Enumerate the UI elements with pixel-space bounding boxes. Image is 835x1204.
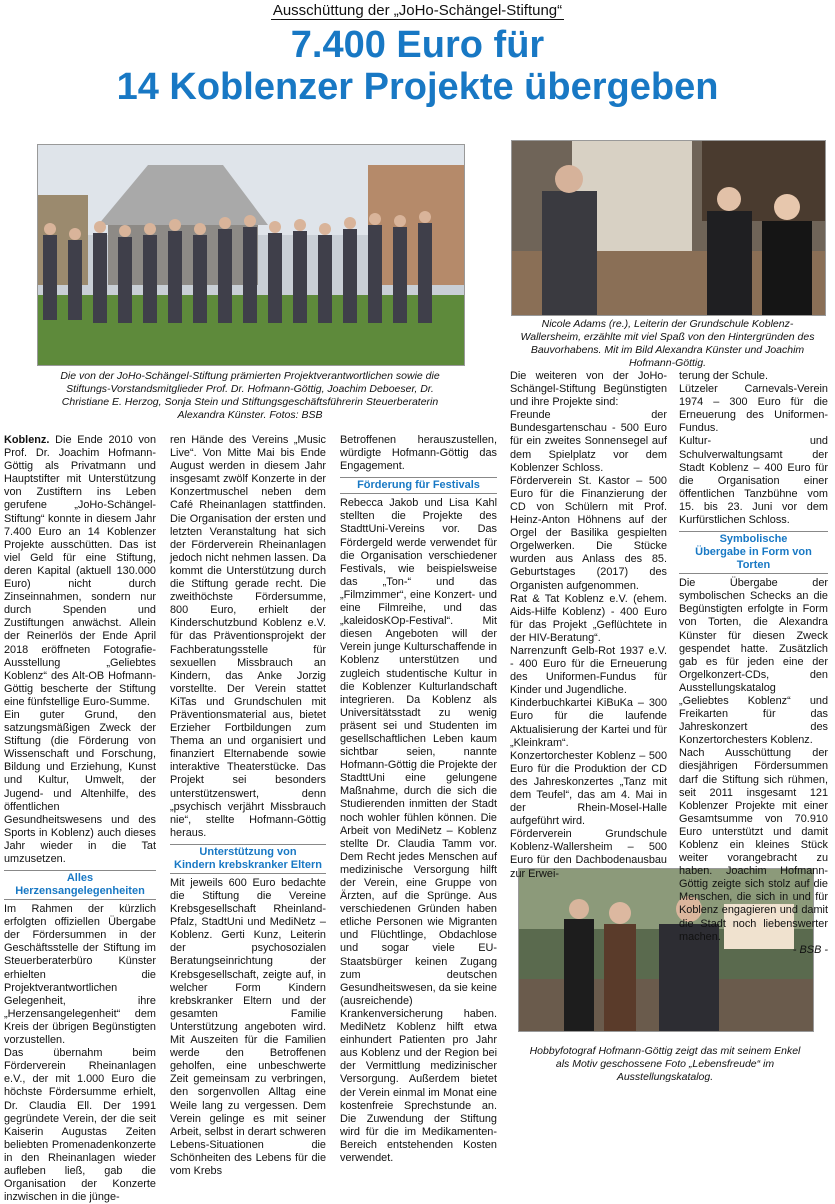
article-column-4 — [510, 370, 667, 881]
paragraph: Das übernahm beim Förderverein Rheinanlagen e.V., der mit 1.000 Euro die höchste Fördersumme erhielt, Dr. Claudia Ell. Der 1991 gegründete Verein, der die seit Kaiserin Augustas Zeiten beliebten Promenadenkonzerte in den Rheinanlagen wieder aufleben ließ, gab die Organisation der Konzerte inzwischen in die jünge- — [4, 1047, 156, 1204]
paragraph: Konzertorchester Koblenz – 500 Euro für die Produktion der CD des Jahreskonzertes „Tanz mit dem Teufel“, das am 4. Mai in der Rhein-Mosel-Halle aufgeführt wird. — [510, 749, 667, 828]
paragraph: Mit jeweils 600 Euro bedachte die Stiftung die Vereine Krebsgesellschaft Rheinland-Pfalz, StadtUni und MediNetz – Koblenz. Gerti Kunz, Leiterin der psychosozialen Beratungseinrichtung der Krebsgesellschaft, zeigte auf, in welcher Form Kindern krebskranker Eltern und der gesamten Familie Unterstützung angeboten wird. Mit Auszeiten für die Familien werde den Betroffenen geholfen, eine unbeschwerte Zeit gemeinsam zu verbringen, den sorgenvollen Alltag eine Weile lang zu vergessen. Dem Verein gelinge es mit seiner Arbeit, selbst in derart schweren Lebens-Situationen die Schönheiten des Lebens für die vom Krebs — [170, 876, 326, 1177]
paragraph: Narrenzunft Gelb-Rot 1937 e.V. - 400 Euro für die Erneuerung des Uniformen-Fundus für Kinder und Jugendliche. — [510, 644, 667, 697]
subheading-herzensangelegenheiten: Alles Herzensangelegenheiten — [4, 870, 156, 900]
author-signature: - BSB - — [792, 943, 828, 956]
subheading-festivals: Förderung für Festivals — [340, 477, 497, 494]
paragraph: Lützeler Carnevals-Verein 1974 – 300 Euro für die Erneuerung des Uniformen-Fundus. — [679, 383, 828, 435]
group-photo-image — [38, 145, 464, 365]
article-column-3 — [340, 434, 497, 1165]
paragraph: Koblenz. Die Ende 2010 von Prof. Dr. Joachim Hofmann-Göttig als Privatmann und Hauptstifter mit Unterstützung von Zustiftern ins Leben gerufene „JoHo-Schängel-Stiftung“ konnte in diesem Jahr 7.400 Euro an 14 Koblenzer Projekte ausschütten. Das ist viel Geld für eine Stiftung, deren Kapital (aktuell 130.000 Euro) nicht durch Zinseinnahmen, sondern nur durch Spenden und Zustiftungen anwächst. Allein der Reinerlös der Ende April 2018 eröffneten Fotografie-Ausstellung „Geliebtes Koblenz“ des Alt-OB Hofmann-Göttig bescherte der Stiftung eine fünfstellige Euro-Summe. — [4, 434, 156, 708]
paragraph: Förderverein Grundschule Koblenz-Wallersheim – 500 Euro für den Dachbodenausbau zur Erwei- — [510, 828, 667, 880]
hobby-photo-caption: Hobbyfotograf Hofmann-Göttig zeigt das mit seinem Enkel als Motiv geschossene Foto „Lebensfreude“ im Ausstellungskatalog. — [518, 1043, 812, 1086]
paragraph: Rat & Tat Koblenz e.V. (ehem. Aids-Hilfe Koblenz) - 400 Euro für das Projekt „Geflüchtete in der HIV-Beratung“. — [510, 592, 667, 644]
adams-photo — [511, 140, 826, 316]
kicker: Ausschüttung der „JoHo-Schängel-Stiftung“ — [272, 2, 563, 19]
paragraph: Die weiteren von der JoHo-Schängel-Stiftung Begünstigten und ihre Projekte sind: — [510, 370, 667, 409]
subheading-krebskranke-eltern: Unterstützung von Kindern krebskranker Eltern — [170, 844, 326, 874]
paragraph: Förderverein St. Kastor – 500 Euro für die Finanzierung der CD von Schülern mit Prof. Heinz-Anton Höhnens auf der Orgel der Basilika gespielten Orgelwerken. Die Stücke wurden aus Anlass des 85. Geburtstages (2017) des Organisten aufgenommen. — [510, 474, 667, 592]
headline-line-1: 7.400 Euro für — [290, 24, 545, 66]
headline-line-2: 14 Koblenzer Projekte übergeben — [116, 66, 719, 108]
paragraph: Ein guter Grund, den satzungsmäßigen Zweck der Stiftung (die Förderung von Wissenschaft und Forschung, Bildung und Erziehung, Kunst und Kultur, Umwelt, der Jugend- und Altenhilfe, des öffentlichen Gesundheitswesens und des Sports in Koblenz) auch dieses Jahr wieder in die Tat umzusetzen. — [4, 708, 156, 865]
subheading-torten: Symbolische Übergabe in Form von Torten — [679, 531, 828, 574]
paragraph: Die Übergabe der symbolischen Schecks an die Begünstigten erfolgte in Form von Torten, die Alexandra Künster für diesen Zweck gespendet hatte. Zusätzlich gab es für jeden eine der Orgelkonzert-CDs, den Ausstellungskatalog „Geliebtes Koblenz“ und Freikarten für das Jahreskonzert des Konzertorchesters Koblenz. — [679, 577, 828, 747]
paragraph: Nach Ausschüttung der diesjährigen Fördersummen darf die Stiftung sich rühmen, seit 2011 insgesamt 121 Koblenzer Projekte mit einer Gesamtsumme von 70.910 Euro unterstützt und damit Koblenz ein kleines Stück weiter vorangebracht zu haben. Joachim Hofmann-Göttig zeigte sich stolz auf die Menschen, die sich in und für Koblenz engagieren und damit die Stadt noch liebenswerter machen. — [679, 747, 828, 943]
paragraph: Freunde der Bundesgartenschau - 500 Euro für ein zweites Sonnensegel auf dem Spielplatz vor dem Koblenzer Schloss. — [510, 409, 667, 474]
paragraph: terung der Schule. — [679, 370, 768, 382]
headline — [0, 24, 835, 108]
article-column-5 — [679, 370, 828, 957]
article-column-2 — [170, 434, 326, 1178]
paragraph: Im Rahmen der kürzlich erfolgten offiziellen Übergabe der Fördersummen in der Geschäftsstelle der Stiftung im Steuerberaterbüro Künster erhielten die Projektverantwortlichen Gelegenheit, ihre „Herzensangelegenheit“ dem Kreis der übrigen Begünstigten vorzustellen. — [4, 903, 156, 1047]
paragraph: Kinderbuchkartei KiBuKa – 300 Euro für die laufende Aktualisierung der Kartei und für „Kleinkram“. — [510, 697, 667, 749]
article-column-1 — [4, 434, 156, 1204]
adams-photo-image — [512, 141, 825, 315]
group-photo-caption: Die von der JoHo-Schängel-Stiftung prämierten Projektverantwortlichen sowie die Stiftungs-Vorstandsmitglieder Prof. Dr. Hofmann-Göttig, Joachim Deboeser, Dr. Christiane E. Herzog, Sonja Stein und Stiftungsgeschäftsführerin Steuerberaterin Alexandra Künster. Fotos: BSB — [37, 368, 463, 424]
paragraph: Kultur- und Schulverwaltungsamt der Stadt Koblenz – 400 Euro für die Organisation einer öffentlichen Tanzbühne vom 15. bis 23. Juni vor dem Kurfürstlichen Schloss. — [679, 435, 828, 527]
paragraph: ren Hände des Vereins „Music Live“. Von Mitte Mai bis Ende August werden in diesem Jahr insgesamt zwölf Konzerte in der Konzertmuschel neben dem Café Rheinanlagen stattfinden. Die Organisation der ersten und letzten Veranstaltung hat sich der Förderverein Rheinanlagen jedoch nicht nehmen lassen. Da kommt die Unterstützung durch die Stiftung gerade recht. Die zweithöchste Fördersumme, 800 Euro, erhielt der Kinderschutzbund Koblenz e.V. für das Präventionsprojekt der Fachberatungsstelle für sexuellen Missbrauch an Kindern, das Anke Jorzig vorstellte. Der Verein stattet KiTas und Grundschulen mit Präventionsmaterial aus, bietet Erzieher Fortbildungen zum Thema an und organisiert und finanziert Elternabende sowie interaktive Theaterstücke. Das Projekt sei besonders unterstützenswert, denn „psychisch verjährt Missbrauch nie“, stellte Hofmann-Göttig heraus. — [170, 434, 326, 839]
dateline: Koblenz. — [4, 434, 50, 446]
adams-photo-caption: Nicole Adams (re.), Leiterin der Grundschule Koblenz-Wallersheim, erzählte mit viel Spaß von den Hintergründen des Bauvorhabens. Mit im Bild Alexandra Künster und Joachim Hofmann-Göttig. — [511, 316, 824, 372]
paragraph: Rebecca Jakob und Lisa Kahl stellten die Projekte des StadttUni-Vereins vor. Das Fördergeld werde verwendet für die Organisation verschiedener Festivals, wie beispielsweise das „Ton-“ und das „Filmzimmer“, eine Konzert- und eine Filmreihe, und das „kaleidosKOp-Festival“. Mit diesen Angeboten will der Verein junge Kulturschaffende in Koblenz unterstützen und zugleich studentische Kultur in die Koblenzer Kulturlandschaft integrieren. Da Koblenz als Universitätsstadt zu wenig präsent sei und Studenten im gesellschaftlichen Leben kaum sichtbar seien, nannte Hofmann-Göttig die Projekte der StadttUni eine gelungene Maßnahme, durch die sich die Studierenden inmitten der Stadt noch wohler fühlen können. Die Arbeit von MediNetz – Koblenz stellte Dr. Claudia Tamm vor. Dem Recht jedes Menschen auf medizinische Versorgung hilft der Verein, eine Gruppe von Ärzten, auf die Sprünge. Aus verschiedenen Gründen haben etliche Personen wie Migranten und Flüchtlinge, Obdachlose und sogar viele EU-Staatsbürger keinen Zugang zum deutschen Gesundheitswesen, da sie keine (ausreichende) Krankenversicherung haben. MediNetz Koblenz hilft etwa einhundert Patienten pro Jahr aus Koblenz und der Region bei der Vermittlung medizinischer Versorgung. Außerdem bietet der Verein einmal im Monat eine kostenfreie Sprechstunde an. Die Zuwendung der Stiftung wird für die im Medikamenten-Bereich entstehenden Kosten verwendet. — [340, 497, 497, 1164]
group-photo — [37, 144, 465, 366]
paragraph: Betroffenen herauszustellen, würdigte Hofmann-Göttig das Engagement. — [340, 434, 497, 473]
